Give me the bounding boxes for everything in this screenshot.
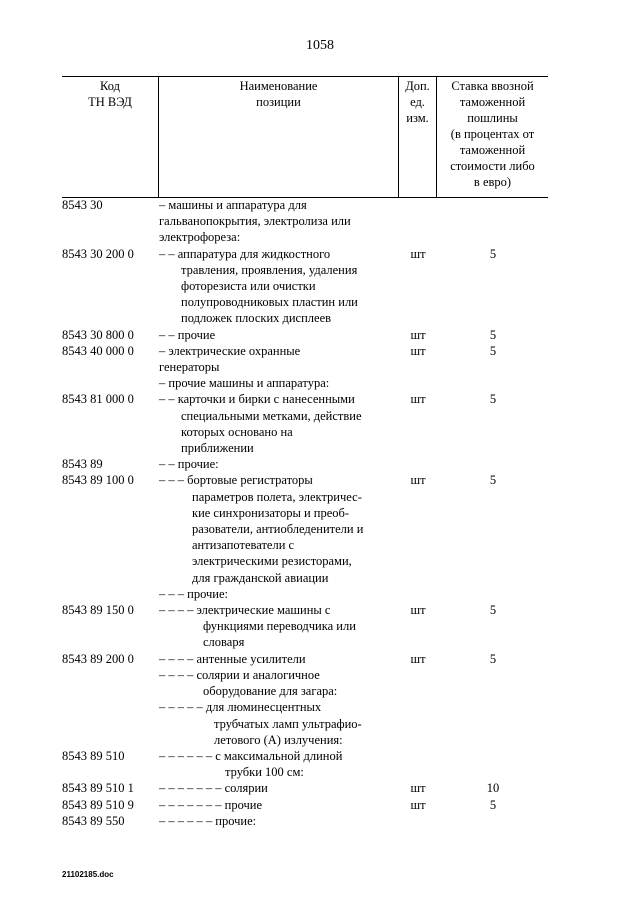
position-name xyxy=(159,472,399,585)
duty-rate: 5 xyxy=(489,327,497,342)
table-row xyxy=(62,748,548,780)
header-rate-line: пошлины xyxy=(467,111,518,125)
page-number: 1058 xyxy=(306,38,334,53)
unit-of-measure: шт xyxy=(410,327,426,342)
position-name-line: – – – прочие: xyxy=(159,586,228,601)
header-name-column xyxy=(159,77,399,198)
position-name-line: трубчатых ламп ультрафио- xyxy=(214,716,362,731)
table-row xyxy=(62,699,548,748)
unit-of-measure: шт xyxy=(410,651,426,666)
position-name-line: – – – – – для люминесцентных xyxy=(159,700,322,715)
tnved-code: 8543 89 510 1 xyxy=(62,781,134,796)
table-row xyxy=(62,456,548,472)
position-name-line: – – – бортовые регистраторы xyxy=(159,473,313,488)
position-name xyxy=(159,343,399,375)
table-row xyxy=(62,343,548,375)
position-name-line: оборудование для загара: xyxy=(203,684,338,699)
position-name xyxy=(159,327,399,343)
position-name-line: – – карточки и бирки с нанесенными xyxy=(159,392,355,407)
header-rate-line: таможенной xyxy=(459,143,526,157)
tnved-code: 8543 81 000 0 xyxy=(62,392,134,407)
unit-of-measure: шт xyxy=(410,603,426,618)
unit-of-measure: шт xyxy=(410,343,426,358)
position-name-line: для гражданской авиации xyxy=(192,570,329,585)
header-code-column xyxy=(62,77,159,198)
position-name-line: функциями переводчика или xyxy=(203,619,356,634)
position-name xyxy=(159,748,399,780)
position-name-line: – – прочие xyxy=(159,327,216,342)
duty-rate: 5 xyxy=(489,797,497,812)
position-name-line: – машины и аппаратура для xyxy=(159,198,307,212)
position-name-line: – – – – – – с максимальной длиной xyxy=(159,748,343,763)
position-name-line: которых основано на xyxy=(181,424,293,439)
position-name-line: разователи, антиобледенители и xyxy=(192,522,364,537)
position-name xyxy=(159,586,399,602)
tnved-code: 8543 89 150 0 xyxy=(62,603,134,618)
position-name-line: – – аппаратура для жидкостного xyxy=(159,246,331,261)
table-row xyxy=(62,472,548,585)
tnved-code: 8543 30 200 0 xyxy=(62,246,134,261)
header-unit-column xyxy=(399,77,437,198)
position-name-line: генераторы xyxy=(159,360,220,375)
header-rate-line: в евро) xyxy=(473,175,512,189)
table-row xyxy=(62,602,548,651)
position-name-line: – – – – солярии и аналогичное xyxy=(159,667,320,682)
table-row xyxy=(62,327,548,343)
position-name-line: кие синхронизаторы и преоб- xyxy=(192,505,350,520)
tnved-code: 8543 89 510 xyxy=(62,748,125,763)
tnved-code: 8543 30 xyxy=(62,198,103,212)
duty-rate: 5 xyxy=(489,343,497,358)
position-name xyxy=(159,780,399,796)
header-unit-line: Доп. xyxy=(405,79,430,93)
duty-rate: 5 xyxy=(489,392,497,407)
unit-of-measure: шт xyxy=(410,246,426,261)
tnved-code: 8543 89 100 0 xyxy=(62,473,134,488)
position-name-line: трубки 100 см: xyxy=(225,765,304,780)
unit-of-measure: шт xyxy=(410,781,426,796)
position-name xyxy=(159,797,399,813)
table-header xyxy=(62,76,548,198)
position-name xyxy=(159,456,399,472)
header-code-line: ТН ВЭД xyxy=(88,95,132,109)
position-name xyxy=(159,602,399,651)
table-row xyxy=(62,797,548,813)
position-name-line: – электрические охранные xyxy=(159,343,301,358)
position-name-line: специальными метками, действие xyxy=(181,408,362,423)
table-row xyxy=(62,586,548,602)
duty-rate: 5 xyxy=(489,246,497,261)
table-row xyxy=(62,246,548,327)
header-rate-line: стоимости либо xyxy=(450,159,535,173)
table-row xyxy=(62,667,548,699)
header-code-line: Код xyxy=(100,79,120,93)
document-filename: 21102185.doc xyxy=(62,870,114,879)
header-rate-line: (в процентах от xyxy=(450,127,535,141)
position-name-line: электрофореза: xyxy=(159,230,241,245)
duty-rate: 5 xyxy=(489,603,497,618)
position-name-line: параметров полета, электричес- xyxy=(192,489,362,504)
unit-of-measure: шт xyxy=(410,473,426,488)
position-name xyxy=(159,391,399,456)
position-name-line: электрическими резисторами, xyxy=(192,554,352,569)
position-name-line: словаря xyxy=(203,635,245,650)
header-rate-line: Ставка ввозной xyxy=(451,79,534,93)
table-row xyxy=(62,780,548,796)
position-name xyxy=(159,375,399,391)
tariff-table-body xyxy=(62,197,548,829)
position-name-line: – – прочие: xyxy=(159,457,219,472)
position-name xyxy=(159,651,399,667)
duty-rate: 10 xyxy=(486,781,500,796)
position-name-line: – – – – электрические машины с xyxy=(159,603,331,618)
position-name-line: приближении xyxy=(181,441,254,456)
header-unit-line: ед. xyxy=(410,95,425,109)
duty-rate: 5 xyxy=(489,473,497,488)
position-name-line: гальванопокрытия, электролиза или xyxy=(159,214,351,229)
table-row xyxy=(62,651,548,667)
header-name-line: позиции xyxy=(256,95,301,109)
position-name xyxy=(159,699,399,748)
position-name xyxy=(159,813,399,829)
position-name-line: летового (А) излучения: xyxy=(214,732,343,747)
position-name xyxy=(159,197,399,246)
header-rate-column xyxy=(437,77,548,198)
position-name-line: – – – – – – – солярии xyxy=(159,781,268,796)
position-name-line: – – – – – – прочие: xyxy=(159,813,257,828)
header-name-line: Наименование xyxy=(239,79,318,93)
tnved-code: 8543 89 200 0 xyxy=(62,651,134,666)
position-name-line: подложек плоских дисплеев xyxy=(181,311,332,326)
table-row xyxy=(62,197,548,246)
table-row xyxy=(62,375,548,391)
tnved-code: 8543 40 000 0 xyxy=(62,343,134,358)
header-rate-line: таможенной xyxy=(459,95,526,109)
position-name-line: – – – – – – – прочие xyxy=(159,797,263,812)
position-name-line: травления, проявления, удаления xyxy=(181,262,358,277)
tnved-code: 8543 89 xyxy=(62,457,103,472)
position-name-line: антизапотеватели с xyxy=(192,538,295,553)
unit-of-measure: шт xyxy=(410,392,426,407)
header-unit-line: изм. xyxy=(406,111,429,125)
position-name-line: полупроводниковых пластин или xyxy=(181,295,358,310)
duty-rate: 5 xyxy=(489,651,497,666)
tnved-code: 8543 89 510 9 xyxy=(62,797,134,812)
unit-of-measure: шт xyxy=(410,797,426,812)
position-name-line: фоторезиста или очистки xyxy=(181,279,316,294)
tnved-code: 8543 30 800 0 xyxy=(62,327,134,342)
table-row xyxy=(62,813,548,829)
table-row xyxy=(62,391,548,456)
position-name xyxy=(159,667,399,699)
position-name-line: – – – – антенные усилители xyxy=(159,651,306,666)
position-name-line: – прочие машины и аппаратура: xyxy=(159,376,330,391)
tnved-code: 8543 89 550 xyxy=(62,813,125,828)
position-name xyxy=(159,246,399,327)
